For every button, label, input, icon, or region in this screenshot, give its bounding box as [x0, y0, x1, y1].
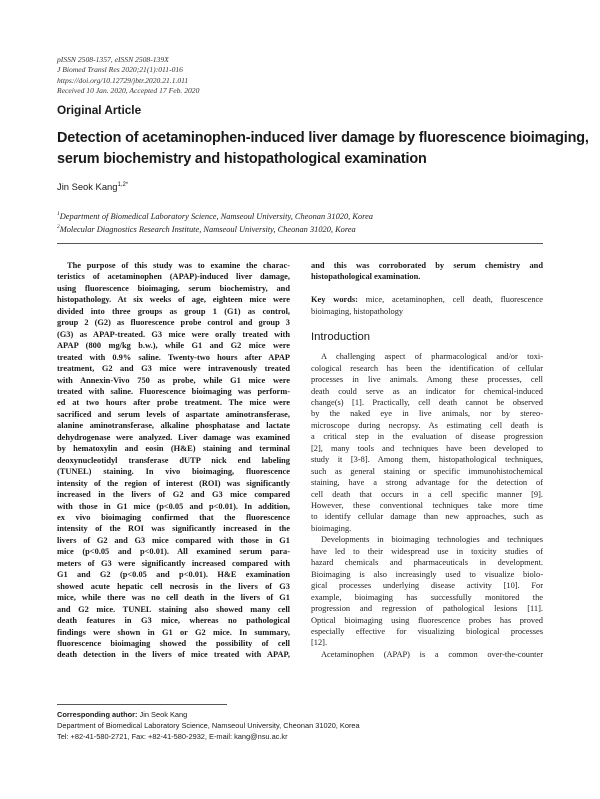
abstract-line: alanine aminotransferase, alkaline phosphatase and lactate	[57, 421, 290, 431]
intro-line: [2], many tools and techniques have been developed to	[311, 443, 543, 453]
corresponding-author	[57, 709, 543, 720]
doi-line[interactable]: https://doi.org/10.12729/jbtr.2020.21.1.011	[57, 75, 189, 85]
intro-line: However, these conventional techniques take more time	[311, 501, 543, 511]
abstract-line: with Annexin-Vivo 750 as probe, while G1 mice were	[57, 375, 290, 385]
title-line: Detection of acetaminophen-induced liver damage by fluorescence bioimaging,	[57, 130, 589, 146]
abstract-line: dehydrogenase were analyzed. Liver damage was examined	[57, 432, 290, 442]
abstract-line: histopathological examination.	[311, 272, 421, 282]
intro-line: example, bioimaging has successfully monitored the	[311, 592, 543, 602]
intro-line: hazard chemicals and pharmaceuticals in development.	[311, 558, 543, 568]
abstract-continuation	[311, 260, 543, 283]
intro-line: Developments in bioimaging technologies and techniques	[321, 535, 543, 545]
abstract-line: increased in the livers of G2 and G3 mice compared	[57, 490, 290, 500]
intro-line: Bioimaging is also increasingly used to visualize biolo-	[311, 569, 543, 579]
intro-line: change(s) [1]. Practically, cell death cannot be observed	[311, 397, 543, 407]
abstract-line: meters of G3 were significantly increased compared with	[57, 558, 290, 568]
affiliations	[57, 210, 537, 236]
intro-line: a critical step in the evaluation of disease progression	[311, 432, 543, 442]
abstract-line: mice, while there was no cell death in the livers of G1	[57, 593, 290, 603]
corr-department: Department of Biomedical Laboratory Science, Namseoul University, Cheonan 31020, Korea	[57, 721, 360, 731]
abstract-line: treated with saline. Fluorescence bioimaging was perform-	[57, 386, 290, 396]
abstract-line: group 2 (G2) as fluorescence probe control and group 3	[57, 318, 290, 328]
abstract-line: treatment, G2 and G3 mice were intravenously treated	[57, 364, 290, 374]
author-name: Jin Seok Kang	[57, 181, 118, 192]
intro-line: microscope during necropsy. As estimating cell death is	[311, 420, 543, 430]
abstract-line: divided into three groups as group 1 (G1) as control,	[57, 306, 290, 316]
right-column	[311, 260, 543, 660]
abstract-line: and G2 mice. TUNEL staining also showed many cell	[57, 604, 290, 614]
intro-line: Acetaminophen (APAP) is a common over-the-counter	[321, 649, 543, 659]
abstract-line: sacrificed and serum levels of aspartate aminotransferase,	[57, 409, 290, 419]
intro-line: bioimaging.	[311, 523, 352, 533]
received-line: Received 10 Jan. 2020, Accepted 17 Feb. 2020	[57, 85, 200, 95]
keywords-label: Key words:	[311, 295, 358, 305]
abstract-line: teristics of acetaminophen (APAP)-induced liver damage,	[57, 272, 290, 282]
intro-line: to identify cellular damage than new approaches, such as	[311, 512, 543, 522]
intro-line: such as general staining or specific immunohistochemical	[311, 466, 543, 476]
keywords	[311, 294, 543, 317]
affiliation-1: $^1$Department of Biomedical Laboratory Science, Namseoul University, Cheonan 31020, Korea	[57, 211, 373, 221]
abstract-line: histopathology. At six weeks of age, eighteen mice were	[57, 295, 290, 305]
corr-contact[interactable]: Tel: +82-41-580-2721, Fax: +82-41-580-2932, E-mail: kang@nsu.ac.kr	[57, 732, 288, 742]
intro-line: have led to their widespread use in toxicity studies of	[311, 546, 543, 556]
abstract-line: mice (p<0.05 and p<0.01). All examined serum para-	[57, 547, 290, 557]
author-sup: 1,2*	[117, 181, 129, 188]
intro-line: study it [3-8]. Among them, histopathological techniques,	[311, 455, 543, 465]
introduction-heading: Introduction	[311, 330, 371, 343]
intro-line: gical processes underlying disease activity [10]. For	[311, 581, 543, 591]
journal-meta	[57, 55, 357, 96]
paper-title	[57, 128, 589, 170]
abstract-line: ex vivo bioimaging confirmed that the fluorescence	[57, 512, 290, 522]
footnote	[57, 709, 543, 743]
intro-line: cological research has been the identification of cellular	[311, 363, 543, 373]
abstract-line: and this was corroborated by serum chemistry and	[311, 261, 543, 270]
intro-line: especially effective for visualizing biological processes	[311, 627, 543, 637]
issn-line: pISSN 2508-1357, eISSN 2508-139X	[57, 55, 169, 64]
corr-name: Jin Seok Kang	[137, 710, 188, 719]
intro-line: Optical bioimaging using fluorescence probes has proved	[311, 615, 543, 625]
abstract-line: death features in G3 mice, whereas no pathological	[57, 616, 290, 626]
abstract-line: treated with 0.9% saline. Twenty-two hours after APAP	[57, 352, 290, 362]
abstract-line: showed acute hepatic cell necrosis in the livers of G3	[57, 581, 290, 591]
intro-line: cell death that occurs in a cell specific manner [9].	[311, 489, 543, 499]
intro-line: progression and regression of pathological lesions [11].	[311, 604, 543, 614]
abstract-line: intensity of the region of interest (ROI) was significantly	[57, 478, 290, 488]
intro-line: by the naked eye in live animals, nor by stereo-	[311, 409, 543, 419]
author-line	[57, 181, 128, 192]
abstract-line: G1 and G2 (p<0.05 and p<0.01). H&E examination	[57, 570, 290, 580]
keywords-line	[311, 294, 543, 305]
footnote-divider	[57, 704, 227, 705]
abstract-line: The purpose of this study was to examine the charac-	[67, 261, 290, 270]
abstract-line: using fluorescence bioimaging, serum biochemistry, and	[57, 283, 290, 293]
abstract-line: ed at two hours after probe treatment. The mice were	[57, 398, 290, 408]
keywords-text: mice, acetaminophen, cell death, fluorescence	[357, 295, 543, 305]
header-divider	[57, 243, 543, 244]
affiliation-2: $^2$Molecular Diagnostics Research Institute, Namseoul University, Cheonan 31020, Korea	[57, 224, 356, 234]
abstract-line: death detection in the livers of mice treated with APAP,	[57, 650, 290, 660]
corr-label: Corresponding author:	[57, 710, 138, 719]
abstract-line: with those in G1 mice (p<0.05 and p<0.01). In addition,	[57, 501, 290, 511]
abstract-line: findings were shown in G1 or G2 mice. In summary,	[57, 627, 290, 637]
intro-line: A challenging aspect of pharmacological and/or toxi-	[321, 352, 543, 362]
intro-line: death could serve as an indicator for chemical-induced	[311, 386, 543, 396]
abstract-line: APAP (800 mg/kg b.w.), while G1 and G2 mice were	[57, 341, 290, 351]
citation-line: J Biomed Transl Res 2020;21(1):011-016	[57, 65, 183, 75]
abstract-line: (G3) as APAP-treated. G3 mice were orally treated with	[57, 329, 290, 339]
abstract-line: intensity of the ROI was significantly increased in the	[57, 524, 290, 534]
abstract-line: livers of G2 and G3 mice compared with those in G1	[57, 535, 290, 545]
intro-line: staining, have a strong advantage for the detection of	[311, 478, 543, 488]
abstract-line: by hematoxylin and eosin (H&E) staining and terminal	[57, 444, 290, 454]
paragraph-gap	[311, 317, 543, 328]
abstract-line: deoxynucleotidyl transferase dUTP nick end labeling	[57, 455, 290, 465]
keywords-line: bioimaging, histopathology	[311, 306, 404, 316]
article-type: Original Article	[57, 103, 142, 117]
paragraph-gap	[311, 283, 543, 294]
title-line: serum biochemistry and histopathological examination	[57, 151, 427, 167]
abstract-line: (TUNEL) staining. In vivo bioimaging, fluorescence	[57, 467, 290, 477]
abstract-line: fluorescence bioimaging showed the possibility of cell	[57, 638, 290, 648]
abstract-column	[57, 260, 290, 661]
intro-line: [12].	[311, 638, 328, 648]
intro-line: processes in live animals. Among these processes, cell	[311, 375, 543, 385]
